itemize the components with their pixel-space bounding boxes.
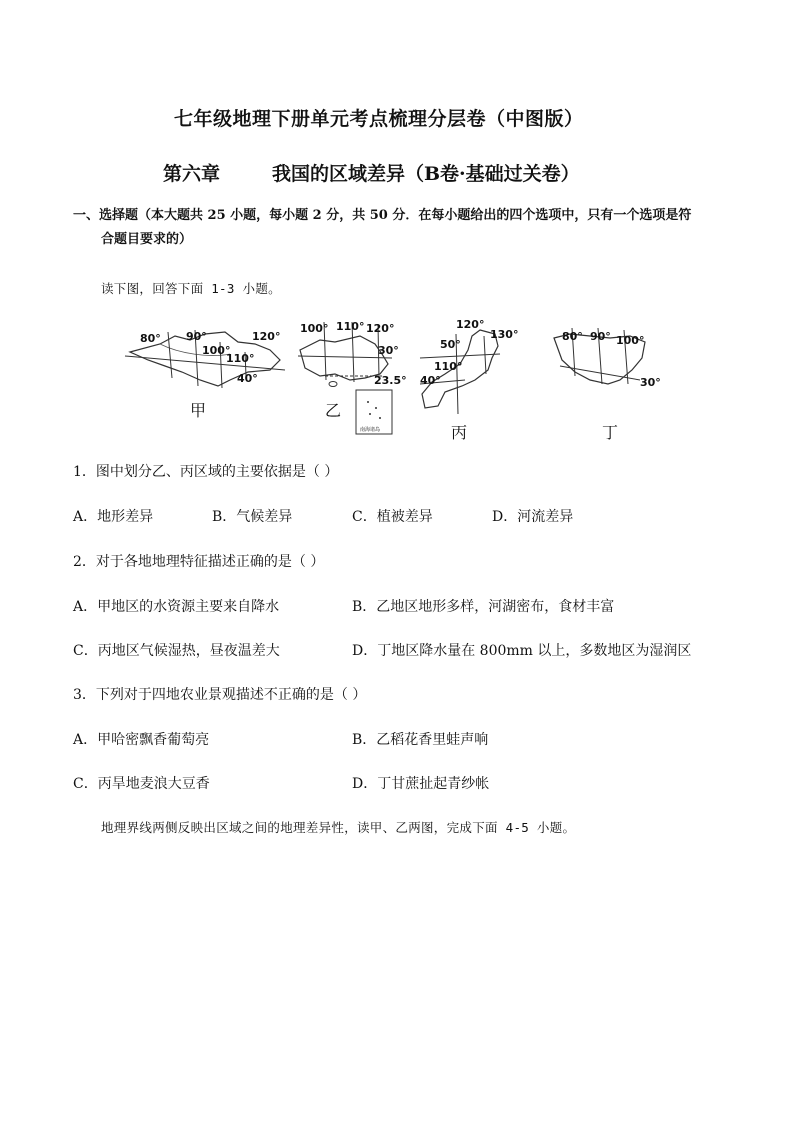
intro-text-2: 地理界线两侧反映出区域之间的地理差异性，读甲、乙两图，完成下面 4-5 小题。 <box>101 820 576 835</box>
question-1-option-c[interactable]: C．植被差异 <box>352 509 433 525</box>
section-heading-line1: 一、选择题（本大题共 25 小题，每小题 2 分，共 50 分．在每小题给出的四个选项中，只有一个选项是符 <box>73 208 692 223</box>
map-jia-label-1: 90° <box>186 330 207 343</box>
map-jia-label-4: 120° <box>252 330 281 343</box>
map-jia-label-5: 40° <box>237 372 258 385</box>
question-2-option-c[interactable]: C．丙地区气候湿热，昼夜温差大 <box>73 643 280 659</box>
map-yi-inset-label: 南海诸岛 <box>360 427 381 433</box>
map-yi <box>298 320 407 434</box>
map-jia-name: 甲 <box>190 401 207 420</box>
question-2-option-d[interactable]: D．丁地区降水量在 800mm 以上，多数地区为湿润区 <box>352 643 692 659</box>
map-yi-label-0: 100° <box>300 322 329 335</box>
question-2-stem: 2．对于各地地理特征描述正确的是（ ） <box>73 554 325 570</box>
chapter-title: 我国的区域差异（B卷·基础过关卷） <box>272 163 580 185</box>
map-ding-name: 丁 <box>602 423 619 442</box>
map-yi-label-1: 110° <box>336 320 365 333</box>
map-yi-label-4: 23.5° <box>374 374 407 387</box>
map-yi-label-2: 120° <box>366 322 395 335</box>
map-jia-label-3: 110° <box>226 352 255 365</box>
question-3-stem: 3．下列对于四地农业景观描述不正确的是（ ） <box>73 687 367 703</box>
map-ding-label-2: 100° <box>616 334 645 347</box>
question-2-option-b[interactable]: B．乙地区地形多样，河湖密布，食材丰富 <box>352 599 615 615</box>
map-figure-svg <box>120 314 680 444</box>
question-1-option-d[interactable]: D．河流差异 <box>492 509 574 525</box>
map-yi-label-3: 30° <box>378 344 399 357</box>
map-yi-name: 乙 <box>325 401 342 420</box>
map-bing-label-0: 120° <box>456 318 485 331</box>
question-3-option-c[interactable]: C．丙旱地麦浪大豆香 <box>73 776 210 792</box>
question-3-option-b[interactable]: B．乙稻花香里蛙声响 <box>352 732 489 748</box>
map-figure <box>120 314 680 444</box>
map-ding-label-1: 90° <box>590 330 611 343</box>
section-heading-line2: 合题目要求的） <box>101 232 193 247</box>
question-3-option-a[interactable]: A．甲哈密飘香葡萄亮 <box>73 732 210 748</box>
map-ding-label-0: 80° <box>562 330 583 343</box>
question-2-option-a[interactable]: A．甲地区的水资源主要来自降水 <box>73 599 280 615</box>
map-bing-name: 丙 <box>451 423 468 442</box>
document-title: 七年级地理下册单元考点梳理分层卷（中图版） <box>174 108 584 130</box>
question-1-option-b[interactable]: B．气候差异 <box>212 509 293 525</box>
chapter-number: 第六章 <box>163 163 221 185</box>
map-bing-label-1: 130° <box>490 328 519 341</box>
question-3-option-d[interactable]: D．丁甘蔗扯起青纱帐 <box>352 776 490 792</box>
question-1-option-a[interactable]: A．地形差异 <box>73 509 154 525</box>
map-bing-label-4: 40° <box>420 374 441 387</box>
map-bing-label-2: 50° <box>440 338 461 351</box>
question-1-stem: 1．图中划分乙、丙区域的主要依据是（ ） <box>73 464 339 480</box>
map-jia-label-0: 80° <box>140 332 161 345</box>
map-ding <box>554 328 661 389</box>
map-bing-label-3: 110° <box>434 360 463 373</box>
map-bing <box>420 318 518 414</box>
map-ding-label-3: 30° <box>640 376 661 389</box>
intro-text-1: 读下图，回答下面 1-3 小题。 <box>101 281 281 296</box>
map-jia <box>125 330 285 388</box>
map-jia-label-2: 100° <box>202 344 231 357</box>
